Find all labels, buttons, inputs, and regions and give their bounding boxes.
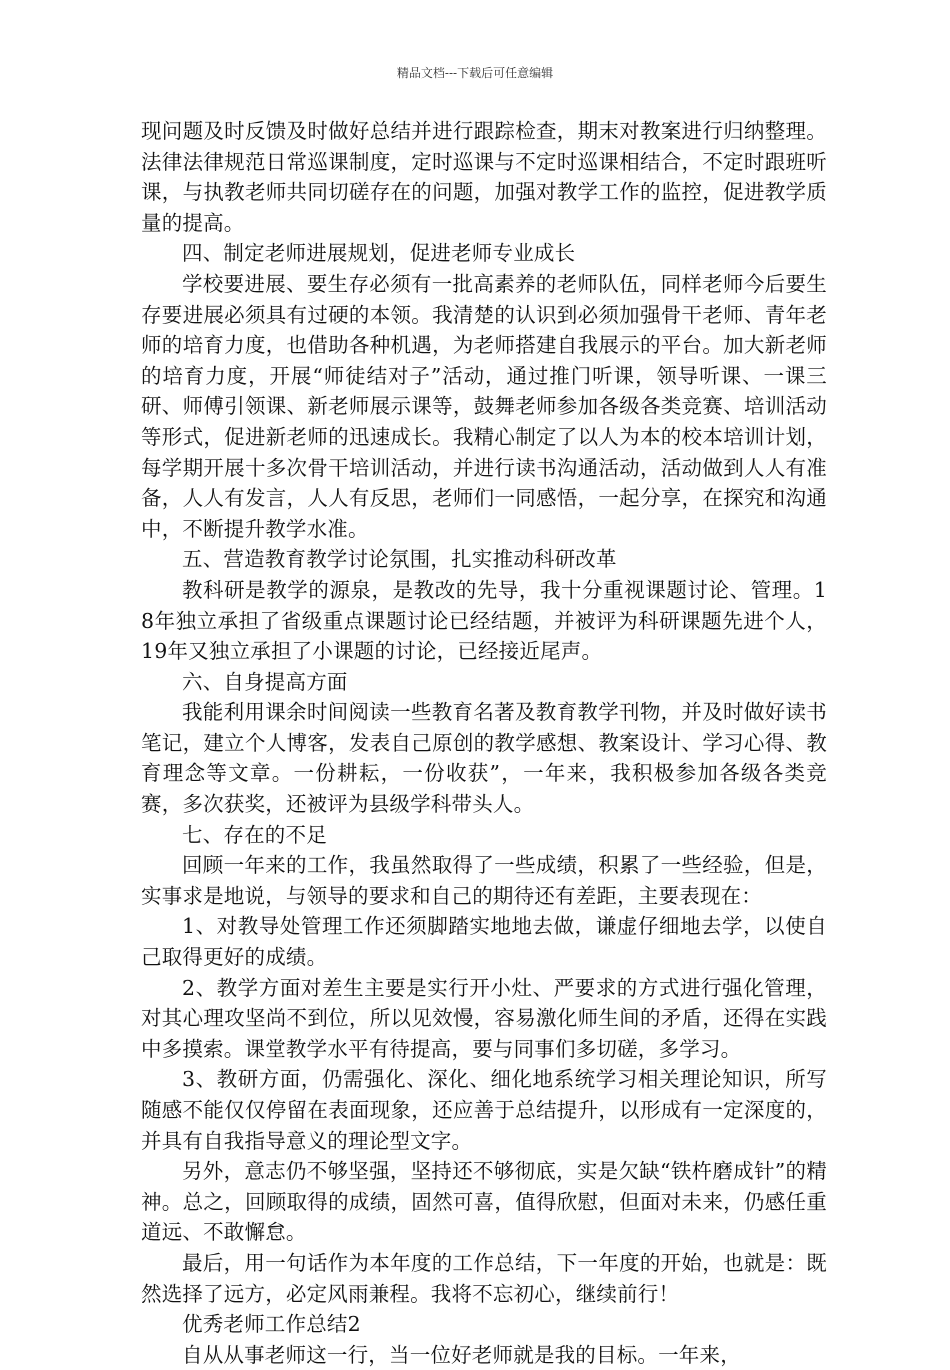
section-heading-6: 六、自身提高方面 (182, 669, 348, 694)
paragraph-3: 教科研是教学的源泉，是教改的先导，我十分重视课题讨论、管理。18年独立承担了省级重点课题讨论已经结题，并被评为科研课题先进个人，19年又独立承担了小课题的讨论，已经接近尾声。 (141, 577, 827, 664)
paragraph-6: 另外，意志仍不够坚强，坚持还不够彻底，实是欠缺“铁杵磨成针”的精神。总之，回顾取得的成绩，固然可喜，值得欣慰，但面对未来，仍感任重道远、不敢懈怠。 (141, 1159, 827, 1245)
paragraph-2: 学校要进展、要生存必须有一批高素养的老师队伍，同样老师今后要生存要进展必须具有过硬的本领。我清楚的认识到必须加强骨干老师、青年老师的培育力度，也借助各种机遇，为老师搭建自我展示的平台。加大新老师的培育力度，开展“师徒结对子”活动，通过推门听课，领导听课、一课三研、师傅引领课、新老师展示课等，鼓舞老师参加各级各类竞赛、培训活动等形式，促进新老师的迅速成长。我精心制定了以人为本的校本培训计划，每学期开展十多次骨干培训活动，并进行读书沟通活动，活动做到人人有准备，人人有发言，人人有反思，老师们一同感悟，一起分享，在探究和沟通中，不断提升教学水准。 (141, 271, 827, 541)
section-heading-7: 七、存在的不足 (182, 822, 327, 847)
list-item-1: 1、对教导处管理工作还须脚踏实地地去做，谦虚仔细地去学，以使自己取得更好的成绩。 (141, 914, 827, 970)
list-item-2: 2、教学方面对差生主要是实行开小灶、严要求的方式进行强化管理，对其心理攻坚尚不到位，所以见效慢，容易激化师生间的矛盾，还得在实践中多摸索。课堂教学水平有待提高，要与同事们多切磋，多学习。 (141, 975, 827, 1061)
page-header: 精品文档---下载后可任意编辑 (396, 66, 554, 80)
list-item-3: 3、教研方面，仍需强化、深化、细化地系统学习相关理论知识，所写随感不能仅仅停留在表面现象，还应善于总结提升，以形成有一定深度的，并具有自我指导意义的理论型文字。 (141, 1067, 827, 1153)
paragraph-7: 最后，用一句话作为本年度的工作总结，下一年度的开始，也就是：既然选择了远方，必定风雨兼程。我将不忘初心，继续前行！ (141, 1250, 827, 1306)
article-title-2: 优秀老师工作总结2 (182, 1312, 361, 1337)
paragraph-4: 我能利用课余时间阅读一些教育名著及教育教学刊物，并及时做好读书笔记，建立个人博客，发表自己原创的教学感想、教案设计、学习心得、教育理念等文章。一份耕耘，一份收获”，一年来，我积极参加各级各类竞赛，多次获奖，还被评为县级学科带头人。 (141, 700, 827, 817)
document-body (141, 116, 827, 1370)
paragraph-5: 回顾一年来的工作，我虽然取得了一些成绩，积累了一些经验，但是，实事求是地说，与领导的要求和自己的期待还有差距，主要表现在： (141, 853, 827, 908)
paragraph-8: 自从从事老师这一行，当一位好老师就是我的目标。一年来， (182, 1342, 741, 1367)
section-heading-5: 五、营造教育教学讨论氛围，扎实推动科研改革 (182, 547, 617, 572)
section-heading-4: 四、制定老师进展规划，促进老师专业成长 (182, 241, 576, 266)
paragraph-1: 现问题及时反馈及时做好总结并进行跟踪检查，期末对教案进行归纳整理。法律法律规范日常巡课制度，定时巡课与不定时巡课相结合，不定时跟班听课，与执教老师共同切磋存在的问题，加强对教学工作的监控，促进教学质量的提高。 (141, 119, 827, 235)
